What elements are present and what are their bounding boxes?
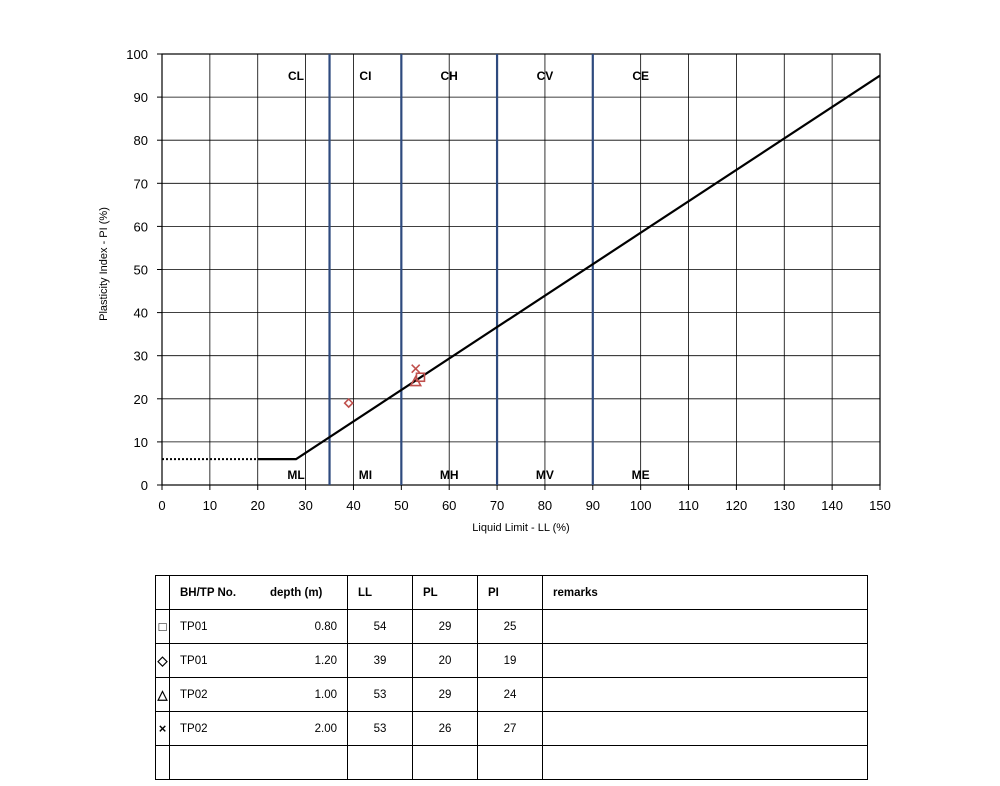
y-tick-label: 100 bbox=[126, 47, 148, 62]
row-depth: 1.00 bbox=[260, 678, 348, 712]
row-symbol bbox=[156, 678, 170, 712]
zone-labels bbox=[287, 69, 649, 482]
row-symbol bbox=[156, 610, 170, 644]
row-ll: 54 bbox=[348, 610, 413, 644]
diamond-icon: ◇ bbox=[157, 652, 168, 668]
zone-label-upper: CH bbox=[440, 69, 458, 83]
header-id: BH/TP No. bbox=[170, 576, 261, 610]
row-symbol bbox=[156, 746, 170, 780]
table-header-row bbox=[156, 576, 868, 610]
cross-icon: × bbox=[158, 721, 167, 736]
y-tick-label: 20 bbox=[133, 391, 148, 407]
zone-label-lower: MV bbox=[535, 468, 554, 482]
zone-label-lower: ML bbox=[287, 468, 305, 482]
x-tick-label: 130 bbox=[773, 498, 796, 513]
y-tick-label: 60 bbox=[133, 219, 148, 235]
row-remarks bbox=[543, 712, 868, 746]
x-tick-label: 0 bbox=[158, 498, 166, 513]
row-pl: 20 bbox=[413, 644, 478, 678]
header-pl: PL bbox=[413, 576, 478, 610]
zone-label-upper: CI bbox=[359, 69, 372, 83]
y-tick-label: 30 bbox=[133, 348, 148, 364]
x-tick-label: 90 bbox=[585, 498, 601, 513]
axis-ticks bbox=[126, 47, 891, 513]
row-ll: 53 bbox=[348, 678, 413, 712]
row-pi bbox=[478, 746, 543, 780]
row-pi: 24 bbox=[478, 678, 543, 712]
y-axis-title: Plasticity Index - PI (%) bbox=[98, 207, 110, 321]
x-tick-label: 120 bbox=[725, 498, 748, 513]
table-row bbox=[156, 610, 868, 644]
x-axis-title: Liquid Limit - LL (%) bbox=[472, 522, 570, 534]
point-diamond bbox=[345, 399, 353, 407]
row-remarks bbox=[543, 610, 868, 644]
x-tick-label: 100 bbox=[629, 498, 652, 513]
zone-label-upper: CV bbox=[536, 69, 554, 83]
row-id: TP02 bbox=[170, 678, 261, 712]
x-tick-label: 70 bbox=[489, 498, 505, 513]
row-depth: 1.20 bbox=[260, 644, 348, 678]
y-tick-label: 70 bbox=[133, 176, 148, 192]
row-pi: 19 bbox=[478, 644, 543, 678]
row-id: TP01 bbox=[170, 644, 261, 678]
y-tick-label: 80 bbox=[133, 133, 148, 149]
header-pi: PI bbox=[478, 576, 543, 610]
y-tick-label: 0 bbox=[140, 478, 148, 493]
row-pl bbox=[413, 746, 478, 780]
table-row bbox=[156, 644, 868, 678]
y-tick-label: 90 bbox=[133, 90, 148, 106]
row-symbol bbox=[156, 712, 170, 746]
x-tick-label: 80 bbox=[537, 498, 553, 513]
a-line bbox=[162, 76, 880, 460]
row-id bbox=[170, 746, 261, 780]
row-depth bbox=[260, 746, 348, 780]
x-tick-label: 50 bbox=[394, 498, 409, 513]
row-id: TP01 bbox=[170, 610, 261, 644]
point-cross bbox=[412, 365, 420, 373]
zone-label-lower: MH bbox=[439, 468, 459, 482]
zone-label-lower: ME bbox=[631, 468, 650, 482]
header-remarks: remarks bbox=[543, 576, 868, 610]
row-depth: 0.80 bbox=[260, 610, 348, 644]
triangle-icon: △ bbox=[157, 686, 168, 702]
row-depth: 2.00 bbox=[260, 712, 348, 746]
header-ll: LL bbox=[348, 576, 413, 610]
zone-label-upper: CL bbox=[288, 69, 305, 83]
y-tick-label: 50 bbox=[133, 262, 148, 278]
row-ll bbox=[348, 746, 413, 780]
row-pl: 29 bbox=[413, 610, 478, 644]
y-tick-label: 10 bbox=[133, 434, 148, 450]
row-symbol bbox=[156, 644, 170, 678]
x-tick-label: 60 bbox=[441, 498, 457, 513]
x-tick-label: 150 bbox=[869, 498, 891, 513]
row-pl: 26 bbox=[413, 712, 478, 746]
row-remarks bbox=[543, 678, 868, 712]
row-id: TP02 bbox=[170, 712, 261, 746]
square-icon: □ bbox=[158, 619, 167, 634]
row-pi: 25 bbox=[478, 610, 543, 644]
zone-label-lower: MI bbox=[358, 468, 373, 482]
table-row bbox=[156, 678, 868, 712]
header-depth: depth (m) bbox=[260, 576, 348, 610]
row-remarks bbox=[543, 644, 868, 678]
row-ll: 39 bbox=[348, 644, 413, 678]
x-tick-label: 30 bbox=[298, 498, 313, 513]
x-tick-label: 140 bbox=[821, 498, 843, 513]
x-tick-label: 110 bbox=[678, 498, 699, 513]
row-remarks bbox=[543, 746, 868, 780]
row-pi: 27 bbox=[478, 712, 543, 746]
symbol-header bbox=[156, 576, 170, 610]
results-table bbox=[155, 575, 868, 780]
x-tick-label: 40 bbox=[346, 498, 361, 513]
y-tick-label: 40 bbox=[133, 305, 148, 321]
row-ll: 53 bbox=[348, 712, 413, 746]
table-row bbox=[156, 712, 868, 746]
row-pl: 29 bbox=[413, 678, 478, 712]
chart-grid bbox=[162, 54, 880, 485]
zone-label-upper: CE bbox=[632, 69, 650, 83]
x-tick-label: 20 bbox=[250, 498, 265, 513]
table-row bbox=[156, 746, 868, 780]
x-tick-label: 10 bbox=[202, 498, 218, 513]
